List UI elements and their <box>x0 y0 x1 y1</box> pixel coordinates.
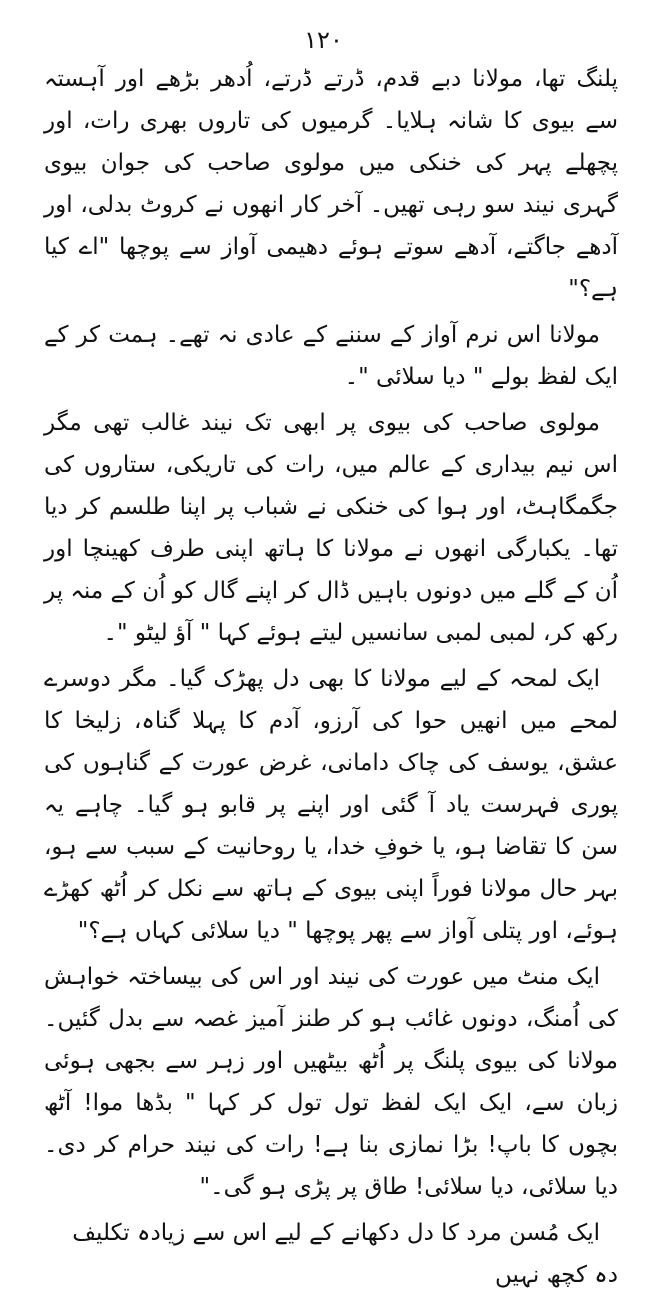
paragraph-6: ایک مُسن مرد کا دل دکھانے کے لیے اس سے زیادہ تکلیف دہ کچھ نہیں <box>72 1220 618 1288</box>
paragraph-5: ایک منٹ میں عورت کی نیند اور اس کی بیساختہ خواہش کی اُمنگ، دونوں غائب ہو کر طنز آمیز غصہ سے بدل گئیں۔ مولانا کی بیوی پلنگ پر اُٹھ بیٹھیں اور زہر سے بجھی ہوئی زبان سے، ایک ایک لفظ تول تول کر کہا " بڈھا موا! آٹھ بچوں کا باپ! بڑا نمازی بنا ہے! رات کی نیند حرام کر دی۔ دیا سلائی، دیا سلائی! طاق پر پڑی ہو گی۔" <box>44 964 618 1200</box>
page-body-text <box>44 58 618 1300</box>
page-number: ۱۲۰ <box>304 26 343 54</box>
paragraph-1: پلنگ تھا، مولانا دبے قدم، ڈرتے ڈرتے، اُدھر بڑھے اور آہستہ سے بیوی کا شانہ ہلایا۔ گرمیوں کی تاروں بھری رات، اور پچھلے پہر کی خنکی میں مولوی صاحب کی جوان بیوی گہری نیند سو رہی تھیں۔ آخر کار انھوں نے کروٹ بدلی، اور آدھے جاگتے، آدھے سوتے ہوئے دھیمی آواز سے پوچھا "اے کیا ہے؟" <box>44 66 618 302</box>
paragraph-2: مولانا اس نرم آواز کے سننے کے عادی نہ تھے۔ ہمت کر کے ایک لفظ بولے " دیا سلائی "۔ <box>44 322 618 390</box>
paragraph-4: ایک لمحہ کے لیے مولانا کا بھی دل پھڑک گیا۔ مگر دوسرے لمحے میں انھیں حوا کی آرزو، آدم کا پہلا گناہ، زلیخا کا عشق، یوسف کی چاک دامانی، غرض عورت کے گناہوں کی پوری فہرست یاد آ گئی اور اپنے پر قابو ہو گیا۔ چاہے یہ سن کا تقاضا ہو، یا خوفِ خدا، یا روحانیت کے سبب سے ہو، بہر حال مولانا فوراً اپنی بیوی کے ہاتھ سے نکل کر اُٹھ کھڑے ہوئے، اور پتلی آواز سے پھر پوچھا " دیا سلائی کہاں ہے؟" <box>44 666 618 944</box>
paragraph-3: مولوی صاحب کی بیوی پر ابھی تک نیند غالب تھی مگر اس نیم بیداری کے عالم میں، رات کی تاریکی، ستاروں کی جگمگاہٹ، اور ہوا کی خنکی نے شباب پر اپنا طلسم کر دیا تھا۔ یکبارگی انھوں نے مولانا کا ہاتھ اپنی طرف کھینچا اور اُن کے گلے میں دونوں باہیں ڈال کر اپنے گال کو اُن کے منہ پر رکھ کر، لمبی لمبی سانسیں لیتے ہوئے کہا " آؤ لیٹو "۔ <box>44 410 618 646</box>
